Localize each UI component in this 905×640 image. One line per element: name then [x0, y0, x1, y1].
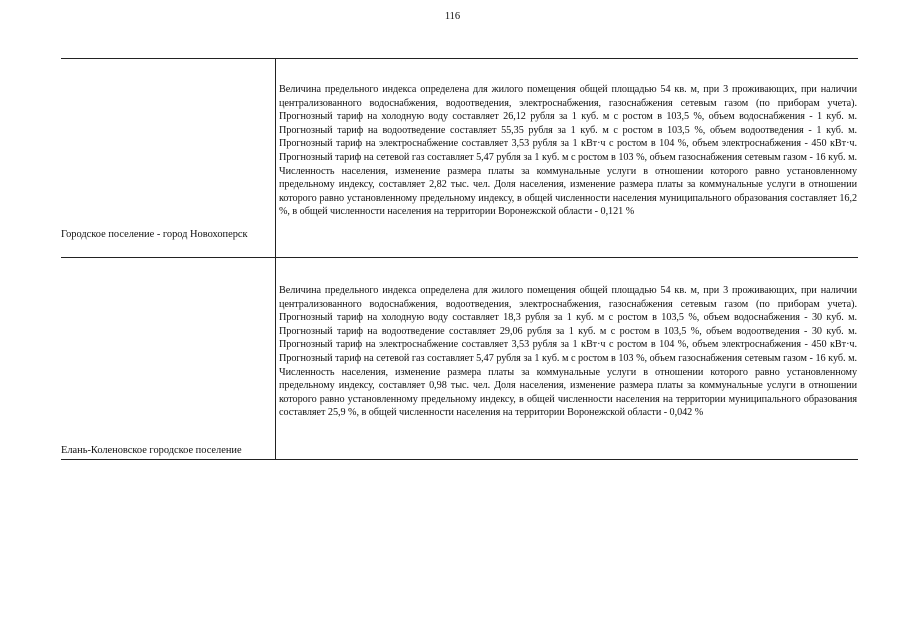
- municipality-cell: Елань-Коленовское городское поселение: [61, 445, 242, 456]
- row-divider: [61, 257, 858, 258]
- column-divider: [275, 58, 276, 459]
- table-bottom-border: [61, 459, 858, 460]
- table-top-border: [61, 58, 858, 59]
- page-number: 116: [444, 11, 461, 22]
- description-cell: Величина предельного индекса определена для жилого помещения общей площадью 54 кв. м, при 3 проживающих, при наличии централизованного водоснабжения, водоотведения, электроснабжения, газоснабжения сетевым газом (по приборам учета). Прогнозный тариф на холодную воду составляет 26,12 рубля за 1 куб. м с ростом в 103,5 %, объем водоснабжения - 1 куб. м. Прогнозный тариф на водоотведение составляет 55,35 рубля за 1 куб. м с ростом в 103,5 %, объем водоотведения - 1 куб. м. Прогнозный тариф на электроснабжение составляет 3,53 рубля за 1 кВт·ч с ростом в 104 %, объем электроснабжения - 450 кВт·ч. Прогнозный тариф на сетевой газ составляет 5,47 рубля за 1 куб. м с ростом в 103 %, объем газоснабжения сетевым газом - 16 куб. м. Численность населения, изменение размера платы за коммунальные услуги в отношении которого равно установленному предельному индексу, составляет 2,82 тыс. чел. Доля населения, изменение размера платы за коммунальные услуги в отношении которого равно установленному предельному индексу, в общей численности населения муниципального образования составляет 16,2 %, в общей численности населения на территории Воронежской области - 0,121 %: [279, 84, 857, 218]
- description-cell: Величина предельного индекса определена для жилого помещения общей площадью 54 кв. м, при 3 проживающих, при наличии централизованного водоснабжения, водоотведения, электроснабжения, газоснабжения сетевым газом (по приборам учета). Прогнозный тариф на холодную воду составляет 18,3 рубля за 1 куб. м с ростом в 103,5 %, объем водоснабжения - 30 куб. м. Прогнозный тариф на водоотведение составляет 29,06 рубля за 1 куб. м с ростом в 103,5 %, объем водоотведения - 30 куб. м. Прогнозный тариф на электроснабжение составляет 3,53 рубля за 1 кВт·ч с ростом в 104 %, объем электроснабжения - 450 кВт·ч. Прогнозный тариф на сетевой газ составляет 5,47 рубля за 1 куб. м с ростом в 103 %, объем газоснабжения сетевым газом - 16 куб. м. Численность населения, изменение размера платы за коммунальные услуги в отношении которого равно установленному предельному индексу, составляет 0,98 тыс. чел. Доля населения, изменение размера платы за коммунальные услуги в отношении которого равно установленному предельному индексу, в общей численности населения на территории муниципального образования составляет 25,9 %, в общей численности населения на территории Воронежской области - 0,042 %: [279, 285, 857, 419]
- municipality-cell: Городское поселение - город Новохоперск: [61, 229, 248, 240]
